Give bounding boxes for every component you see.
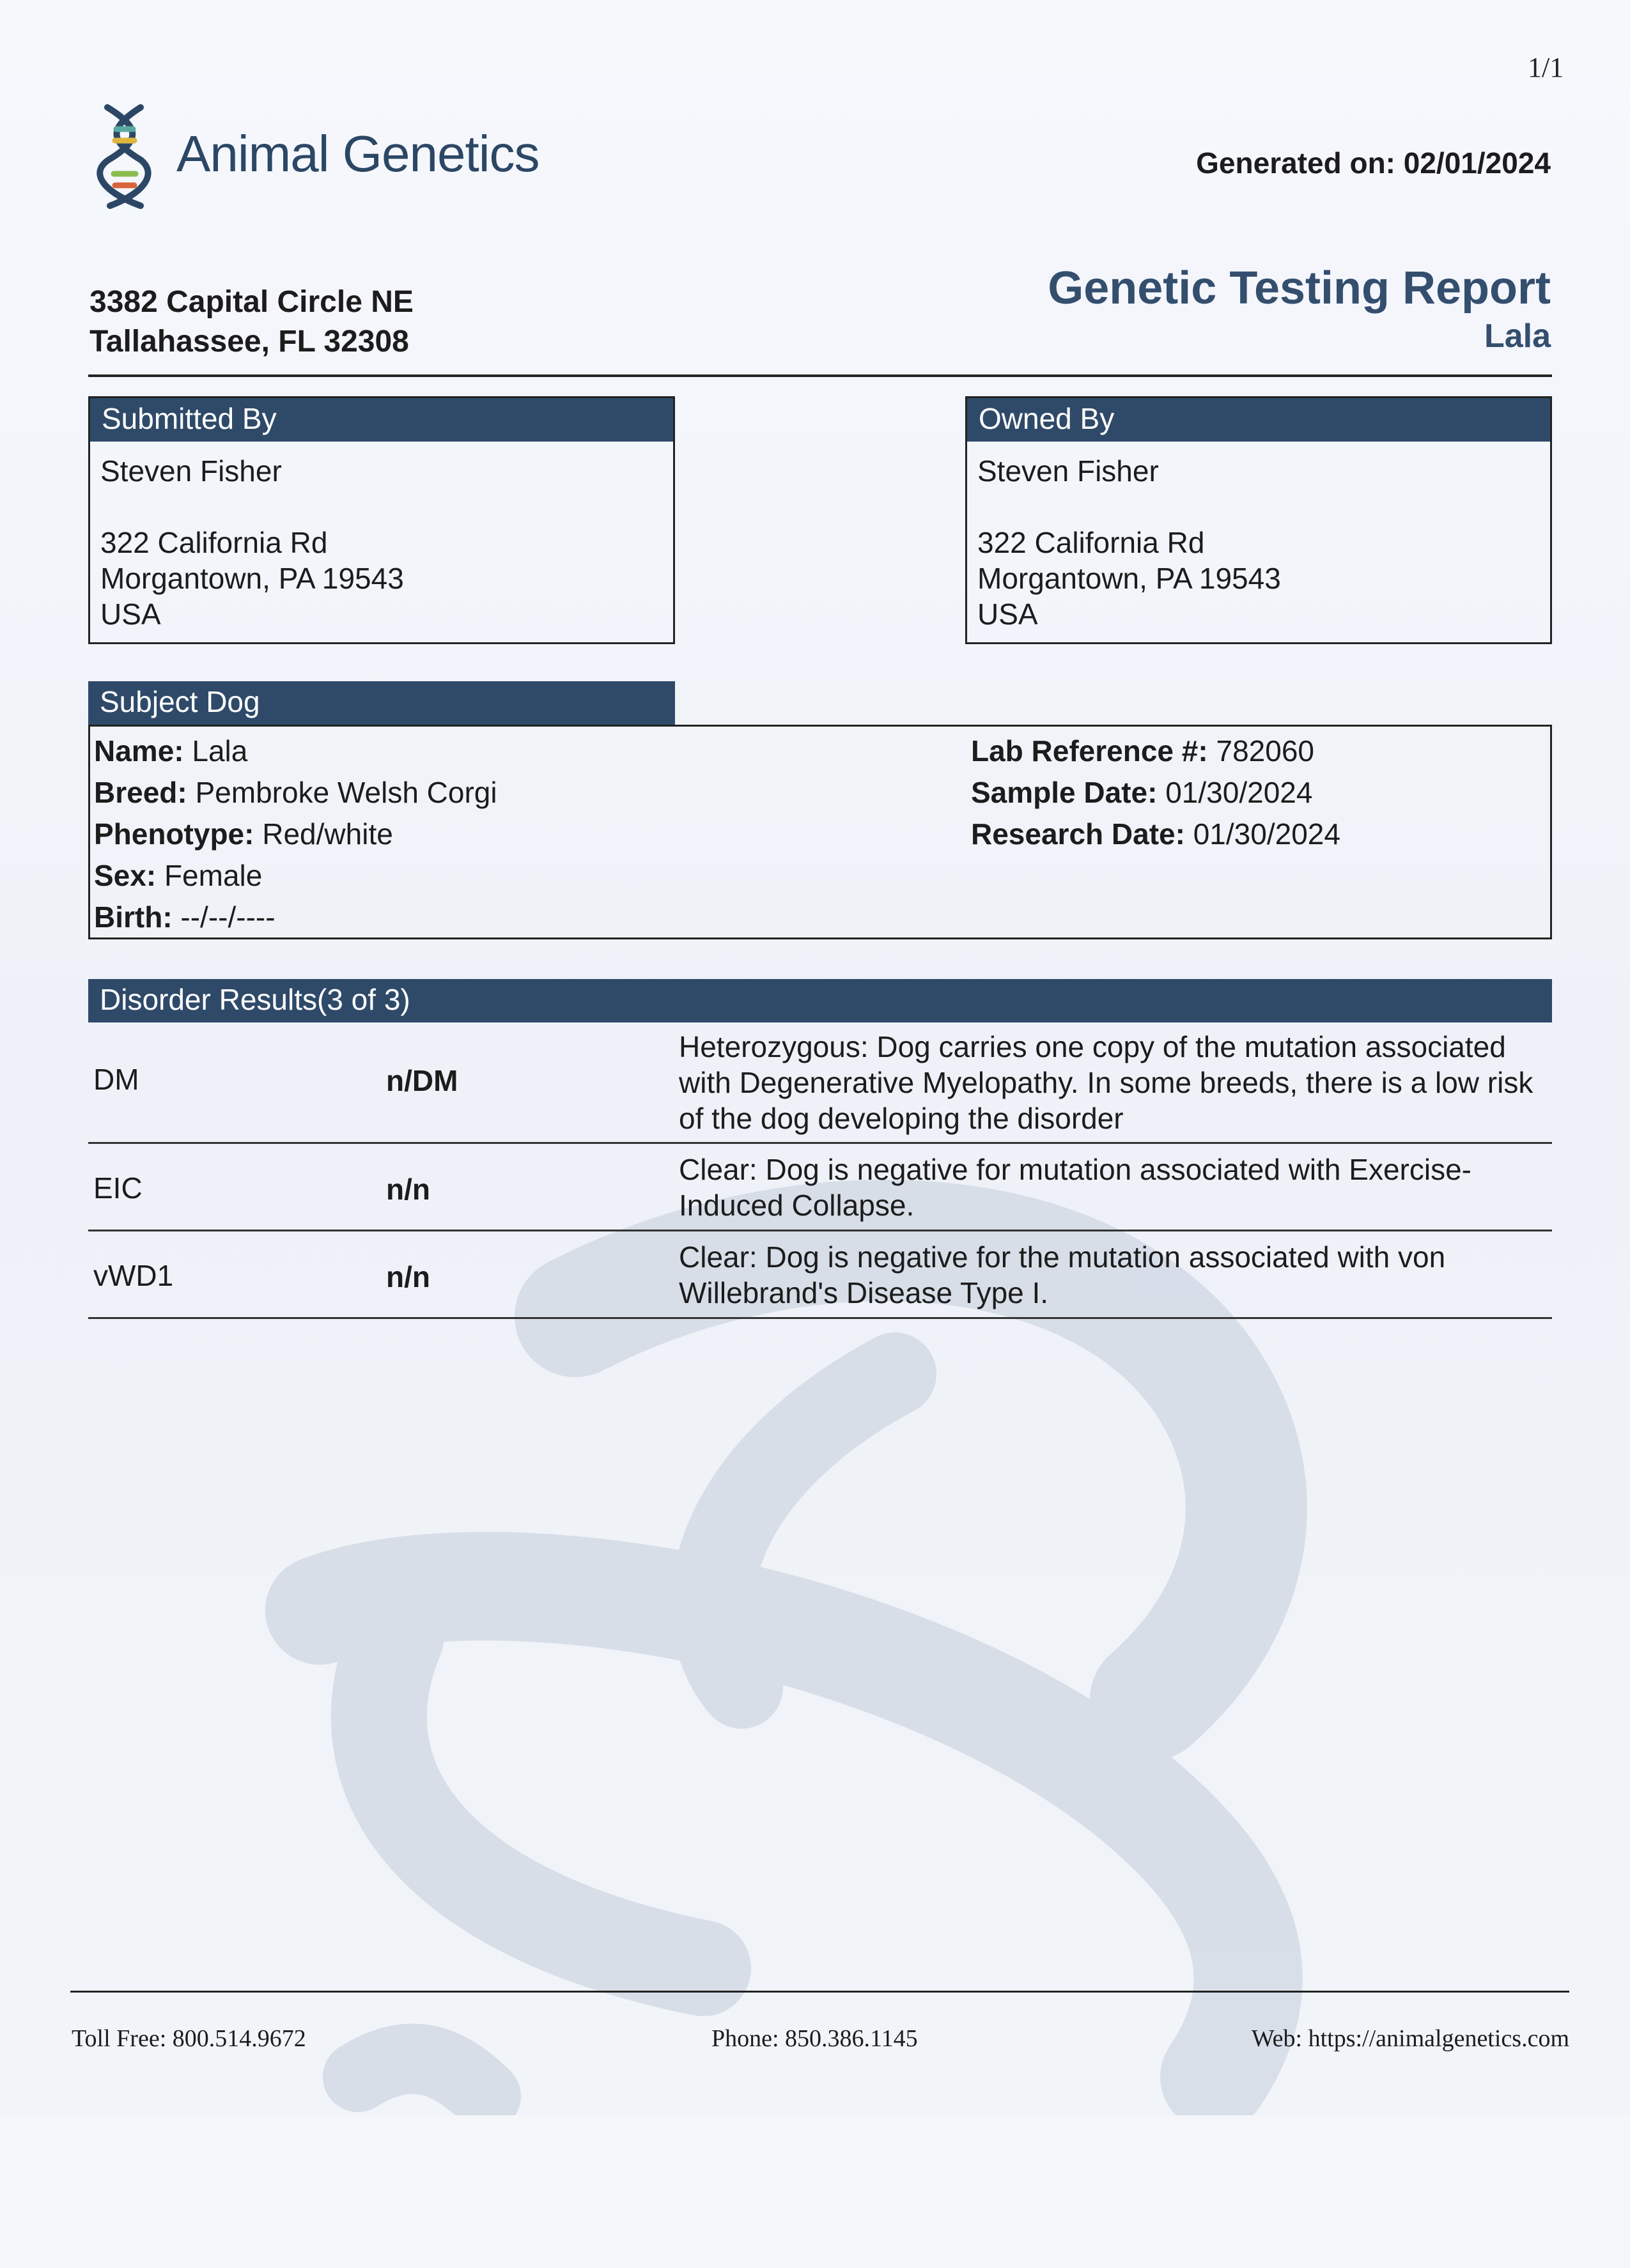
footer-divider xyxy=(70,1991,1569,1993)
dna-helix-icon xyxy=(96,102,153,211)
owned-by-country: USA xyxy=(977,598,1038,631)
disorder-name: vWD1 xyxy=(93,1259,174,1292)
lab-address-line1: 3382 Capital Circle NE xyxy=(89,285,414,319)
owned-by-city: Morgantown, PA 19543 xyxy=(977,562,1281,595)
owned-by-name: Steven Fisher xyxy=(977,454,1159,488)
disorder-name: EIC xyxy=(93,1171,143,1205)
lab-reference: Lab Reference #: 782060 xyxy=(971,734,1314,768)
scanner-background xyxy=(0,2115,1630,2268)
report-title: Genetic Testing Report xyxy=(1048,263,1551,314)
disorder-description: Clear: Dog is negative for mutation associated with Exercise-Induced Collapse. xyxy=(679,1153,1472,1222)
submitted-by-country: USA xyxy=(100,598,161,631)
disorder-description: Heterozygous: Dog carries one copy of the mutation associated with Degenerative Myelopathy. In some breeds, there is a low risk of the dog developing the disorder xyxy=(679,1030,1533,1135)
disorder-genotype: n/DM xyxy=(386,1064,458,1097)
submitted-by-heading: Submitted By xyxy=(90,398,673,442)
owned-by-heading: Owned By xyxy=(967,398,1550,442)
disorder-name: DM xyxy=(93,1063,139,1096)
lab-address-line2: Tallahassee, FL 32308 xyxy=(89,325,409,359)
disorder-description: Clear: Dog is negative for the mutation associated with von Willebrand's Disease Type I. xyxy=(679,1240,1446,1309)
submitted-by-city: Morgantown, PA 19543 xyxy=(100,562,404,595)
footer-web: Web: https://animalgenetics.com xyxy=(1251,2025,1569,2052)
owned-by-box xyxy=(965,396,1552,644)
page-number: 1/1 xyxy=(1528,52,1564,83)
owned-by-street: 322 California Rd xyxy=(977,526,1205,559)
disorder-genotype: n/n xyxy=(386,1260,430,1293)
dog-sex: Sex: Female xyxy=(94,859,263,892)
subject-dog-heading: Subject Dog xyxy=(88,681,675,725)
table-row xyxy=(88,1022,1552,1144)
report-subject: Lala xyxy=(1484,318,1551,355)
table-row xyxy=(88,1231,1552,1319)
footer-phone: Phone: 850.386.1145 xyxy=(711,2025,918,2052)
brand-name: Animal Genetics xyxy=(176,125,539,182)
disorder-genotype: n/n xyxy=(386,1173,430,1206)
lab-address xyxy=(89,282,414,362)
research-date: Research Date: 01/30/2024 xyxy=(971,817,1340,851)
header-divider xyxy=(88,374,1552,377)
dog-name: Name: Lala xyxy=(94,734,248,768)
table-row xyxy=(88,1144,1552,1231)
submitted-by-box xyxy=(88,396,675,644)
dog-birth: Birth: --/--/---- xyxy=(94,900,276,934)
disorder-results-heading: Disorder Results(3 of 3) xyxy=(88,979,1552,1022)
generated-date: Generated on: 02/01/2024 xyxy=(1196,146,1551,180)
dog-phenotype: Phenotype: Red/white xyxy=(94,817,393,851)
dog-breed: Breed: Pembroke Welsh Corgi xyxy=(94,776,497,809)
submitted-by-street: 322 California Rd xyxy=(100,526,328,559)
submitted-by-name: Steven Fisher xyxy=(100,454,282,488)
footer-toll-free: Toll Free: 800.514.9672 xyxy=(72,2025,306,2052)
sample-date: Sample Date: 01/30/2024 xyxy=(971,776,1313,809)
subject-dog-box xyxy=(88,725,1552,939)
